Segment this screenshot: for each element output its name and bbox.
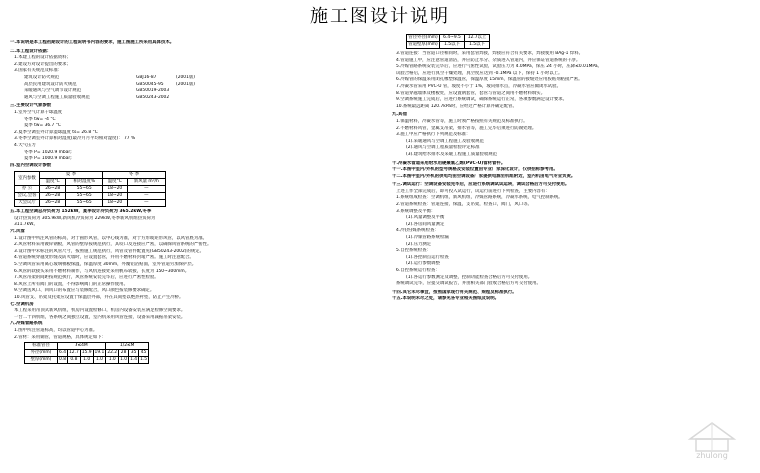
- section-5-heading: 五.本工程空调总冷负荷为 152kW，夏季设计冷负荷为 365.2kW,冬季: [10, 209, 152, 215]
- section-7-heading: 七.空调机房: [10, 301, 34, 307]
- section-10-heading: 十.冷凝水管道采用给水用硬聚氯乙烯(PVC-U)管材管件。: [392, 160, 506, 166]
- climate-item: 2.夏季空调室外计算湿球温度 ts= 26.8 °C: [14, 129, 98, 135]
- pipe-size-table: 标准管径 ℓ≤4M 1/2≤M 外径(mm) 6.4 12.7 15.9 19.1 22.2 28 35 45 壁厚(mm) 0.8 0.8 1.0 1.0 1.0 1.0 1.4 1.5: [24, 342, 149, 364]
- refrigerant-cont-item: 7.冷凝水管采用 PVC-U 管，坡度不小于 1%，坡向排水点，冷凝水管应做闭水试验。: [396, 83, 561, 89]
- commissioning-item: 2.管道系统检查：管道连接，保温，支吊架，检查口，阀门，风口等。: [396, 202, 532, 208]
- table-row: 管道壁厚(mm) 1.5以下 1.5以下: [407, 42, 490, 49]
- refrigerant-cont-item: 10.系统最远距离 120.7kPa时，应经过严格计算并确定配管。: [396, 103, 517, 109]
- commissioning-item: (1).冷媒管路系统检漏: [406, 235, 449, 241]
- other-item: (2).通风与空调工程质量检验评定标准: [406, 145, 480, 151]
- refrigerant-cont-item: 8.管道穿越墙体及楼板处，应设置钢套管，套管与管道之间用不燃材料填实。: [396, 90, 546, 96]
- section-14-heading: 十四.其它未尽事宜，按照国家现行有关规范、规程及标准执行。: [392, 289, 517, 295]
- section-3-heading: 三.主要设计气象参数: [10, 103, 52, 109]
- duct-item: 3.设计图中未标注的风管尺寸，按照施工规范执行，风管及管件配置见(GB50243-2002)的规定。: [14, 248, 205, 254]
- commissioning-item: 3.系统调整及平衡：: [396, 208, 436, 214]
- section-11-heading: 十一.本图中室内/外机的型号规格及安装位置由专业厂家深化设计，仅供招标参考用。: [392, 167, 558, 173]
- other-item: 2.不燃材料风管，金属支吊架，排水管等，施工完毕后须进行防腐处理。: [396, 125, 537, 131]
- section-2-heading: 二.本工程设计依据：: [10, 48, 52, 54]
- refrigerant-item: 2.管材：采用铜管，管道规格，具体规定如下：: [14, 334, 107, 340]
- refrigerant-item: 1.图中所注管道标高，均以管道中心为准。: [14, 327, 98, 333]
- table-row: 管径外径(mm) 6.4~9.5 12.7以上: [407, 35, 490, 42]
- load-text: 311.7kW。: [14, 222, 38, 228]
- other-item: (3).建筑给水排水及采暖工程施工质量验收规范: [406, 151, 498, 157]
- commissioning-item: (2).运行参数调整: [406, 261, 440, 267]
- duct-item: 7.风管吊架的间距按规范执行，风管系统安装完毕后，应进行严密性检验。: [14, 275, 159, 281]
- other-item: 3.施工中应严格执行下列规范及标准：: [396, 132, 471, 138]
- climate-value: 冬季 P= 1020.9 mbar;: [24, 149, 72, 155]
- climate-item: 1.室外空气计算干球温度: [14, 109, 63, 115]
- design-basis-item: 3.国家有关规范及标准：: [14, 68, 63, 74]
- table-row: 壁厚(mm) 0.8 0.8 1.0 1.0 1.0 1.0 1.4 1.5: [25, 357, 149, 364]
- indoor-params-table: 室内参数 夏 季 冬 季 温度°C 相对湿度% 温度°C 新风量 m³/h 办 公 26~28 55~65 18~20 — 会议,会客 26~28 55~65 18~20 — 大会议厅 26~28 55~65 18~20 —: [14, 171, 166, 207]
- commissioning-item: (1).各控制点运行检查: [406, 254, 449, 260]
- duct-item: 5.空调风管采用离心玻璃棉板保温，保温厚度 30mm，外覆铝箔贴面，室外管道另加保护层。: [14, 262, 197, 268]
- standards-list: [10, 75, 362, 101]
- machine-room-item: 本工程采用吊顶式新风机组，机房内设置检修口，机房内设备安装应满足检修空间要求。: [14, 308, 186, 314]
- watermark-text: zhulong: [696, 451, 728, 460]
- refrigerant-cont-item: 4.管道施工中，应注意管道清洁，并应防止水分、杂质进入管道内，并应保证管道系统的干净。: [396, 57, 581, 63]
- refrigerant-cont-item: 6.冷媒管的保温采用闭孔橡塑保温管，保温厚度 15mm，保温管的接缝处应用胶粘剂粘接严密。: [396, 77, 583, 83]
- commissioning-intro: 上述工作全部完成后，即可投入试运行，试运行前进行下列检查，主要内容有：: [396, 188, 550, 194]
- standard-row: 采暖通风与空气调节设计规范 GB50019-2003: [24, 88, 170, 94]
- commissioning-item: (1).风量调整及平衡: [406, 215, 445, 221]
- duct-item: 2.风管材料采用镀锌钢板，风管的壁厚按规范执行，其咬口及连接应严密，以确保风管系统的严密性。: [14, 242, 212, 248]
- commissioning-item: (2).压力测定: [406, 241, 432, 247]
- pipe-wall-table: [406, 34, 490, 49]
- duct-item: 1.设计图中所注风管的标高，对于圆形风管，以中心线为准，对于方形或矩形风管，以风管底为准。: [14, 235, 207, 241]
- table-row: 办 公 26~28 55~65 18~20 —: [15, 186, 166, 193]
- refrigerant-cont-item: 5.冷媒管路系统安装完毕后，应进行气密性试验，试验压力为 4.0MPa，保压 24 小时，压降≤0.01MPa。: [396, 64, 602, 70]
- section-15-heading: 十五.本说明未尽之处，请参见各专业相关图纸及说明。: [392, 296, 500, 302]
- page-title: 施工图设计说明: [310, 6, 450, 27]
- section-12-heading: 十二.本图中室内/外机的供电均由空调设备厂家提供电源至机组附近，室内机由电气专业负责。: [392, 173, 576, 179]
- duct-item: 8.风管上所有阀门的设置，不得影响阀门的正常操作使用。: [14, 281, 128, 287]
- machine-room-item: 一台二十四机组，各系统之间独立设置，室内机采用风管连接，设备采用减振吊架安装。: [14, 314, 186, 320]
- standard-row: 高层民用建筑设计防火规范 GB50045-95 (2001版): [24, 81, 195, 87]
- load-text: 设计热负荷为 305.9kW,新风机冷负荷为 229kW,冬季新风机组热负荷为: [14, 215, 156, 221]
- refrigerant-cont-item: 9.空调系统施工完成后，应进行系统调试，确保系统运行正常，各项参数满足设计要求。: [396, 97, 568, 103]
- design-basis-item: 1.本建工程的设计依据资料；: [14, 55, 71, 61]
- intro-line: 一.本说明是本工程初期设计的工程说明书内容的要求，施工图施工所采用具体技术。: [10, 40, 175, 45]
- duct-item: 10.风管支、吊架及托架应设置于保温层外部，并在其间垫以绝热衬垫，防止产生冷桥。: [14, 295, 184, 300]
- duct-item: 6.风管的软接头采用不燃材料制作，与风机连接处采用帆布软接，长度为 150~300mm。: [14, 268, 190, 274]
- table-row: 大会议厅 26~28 55~65 18~20 —: [15, 200, 166, 207]
- commissioning-note: 系统调试完毕，应提交调试报告，并由相关部门验收合格后方可交付使用。: [396, 281, 541, 287]
- climate-item: 4.大气压力: [14, 142, 36, 148]
- watermark-logo: [682, 421, 742, 461]
- climate-value: 夏季 P= 1000.9 mbar;: [24, 156, 72, 162]
- commissioning-item: 4.冷(热)媒系统检查：: [396, 228, 439, 234]
- section-13-heading: 十三.调试运行：空调设备安装完毕后，应进行系统调试试运转，调试合格后方可交付使用。: [392, 182, 570, 188]
- climate-value: 冬季 tw= -4 °C: [24, 116, 56, 122]
- climate-item: 3.冬季空调室外计算相对湿度(最冷月月平均相对湿度)： 77 %: [14, 136, 136, 142]
- duct-item: 4.管道系统穿越变形缝及防火墙时，应设置套管，并用不燃材料封堵严密。施工时注意配合。: [14, 255, 194, 261]
- climate-value: 夏季 tw= 36.7 °C: [24, 123, 61, 129]
- commissioning-item: 6.自控系统运行检查：: [396, 268, 440, 273]
- design-basis-item: 2.建设方对设计提出的要求；: [14, 61, 71, 67]
- right-column: [392, 34, 752, 303]
- commissioning-item: (1).各运行参数测定及调整，控制功能检查合格后方可交付使用。: [406, 274, 533, 280]
- other-item: 1.保温材料，冷凝水管等，施工时须严格按照有关规范及标准执行。: [396, 118, 528, 124]
- duct-item: 9.空调送风口、回风口的布置应与装修配合，风口颜色按装修要求确定。: [14, 288, 155, 294]
- table-row: 外径(mm) 6.4 12.7 15.9 19.1 22.2 28 35 45: [25, 350, 149, 357]
- watermark-house-icon: [682, 421, 742, 453]
- commissioning-item: (2).各房间风量测定: [406, 221, 445, 227]
- refrigerant-cont-item: 试验合格后，应进行真空干燥处理，真空度应达到 -0.1MPa 以下，保持 1 小时以上。: [396, 70, 563, 76]
- section-6-heading: 六.风管: [10, 229, 25, 235]
- other-item: (1).采暖通风与空调工程施工及验收规范: [406, 138, 484, 144]
- commissioning-item: 5.自控系统检查：: [396, 248, 431, 254]
- commissioning-item: 1.系统组成检查：空调机组，新风机组，冷媒管路系统，冷凝水系统，电气控制系统。: [396, 195, 563, 201]
- section-8-heading: 八.冷媒管路系统: [10, 321, 43, 327]
- standard-row: 通风与空调工程施工质量验收规范 GB50243-2002: [24, 94, 170, 100]
- table-row: 会议,会客 26~28 55~65 18~20 —: [15, 193, 166, 200]
- section-9-heading: 九.其他: [392, 112, 407, 118]
- refrigerant-cont-item: 3.管道连接：当管道口径相同时，采用套管焊接，焊接应符合有关要求，焊接使用 BAg-1 焊料。: [396, 51, 584, 56]
- standard-row: 建筑设计防火规范 GBJ16-87 (2001版): [24, 74, 195, 80]
- section-4-heading: 四.室内空调设计参数: [10, 162, 52, 168]
- left-column: [10, 40, 362, 364]
